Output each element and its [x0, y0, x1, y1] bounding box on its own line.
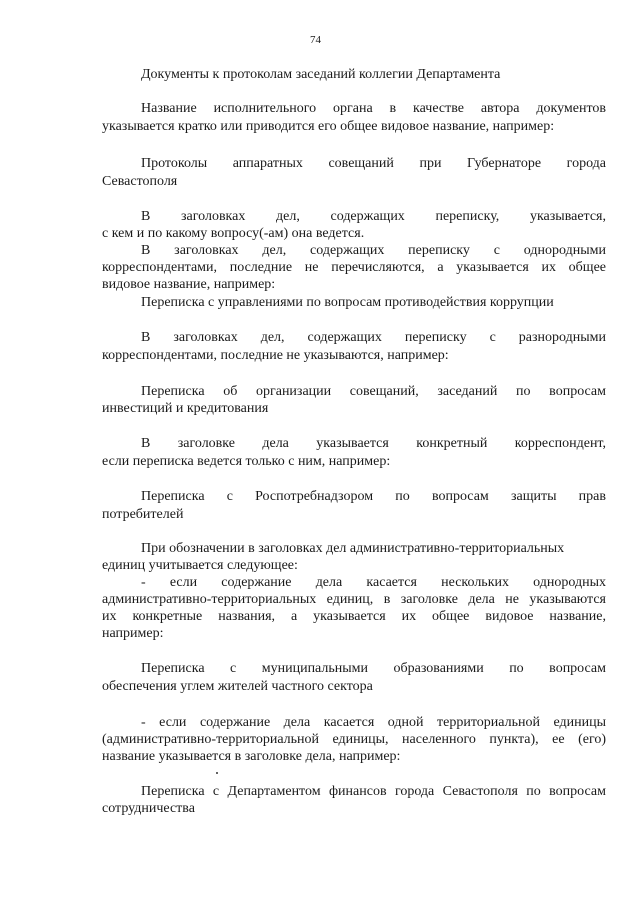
example-line: инвестиций и кредитования	[102, 401, 269, 416]
text-line: указывается кратко или приводится его общее видовое название, например:	[102, 119, 555, 134]
example-line: Переписка с Роспотребнадзором по вопросам защиты прав	[141, 489, 606, 504]
example-line: Переписка с муниципальными образованиями по вопросам	[141, 661, 606, 676]
text-line: В заголовках дел, содержащих переписку, указывается,	[141, 209, 606, 224]
example-line: потребителей	[102, 507, 184, 522]
example-line: сотрудничества	[102, 801, 195, 816]
stray-dot	[216, 772, 218, 774]
text-line: При обозначении в заголовках дел административно-территориальных	[141, 541, 565, 556]
text-line: корреспондентами, последние не перечисляются, а указывается их общее	[102, 260, 606, 275]
text-line: корреспондентами, последние не указываются, например:	[102, 348, 449, 363]
example-line: Переписка об организации совещаний, заседаний по вопросам	[141, 384, 606, 399]
text-line: например:	[102, 626, 164, 641]
text-line: В заголовке дела указывается конкретный корреспондент,	[141, 436, 606, 451]
section-heading: Документы к протоколам заседаний коллегии Департамента	[141, 67, 501, 82]
text-line: - если содержание дела касается одной территориальной единицы	[141, 715, 606, 730]
example-line: Севастополя	[102, 174, 178, 189]
text-line: В заголовках дел, содержащих переписку с однородными	[141, 243, 606, 258]
example-line: обеспечения углем жителей частного сектора	[102, 679, 373, 694]
text-line: с кем и по какому вопросу(-ам) она ведется.	[102, 226, 365, 241]
example-line: Протоколы аппаратных совещаний при Губернаторе города	[141, 156, 606, 171]
text-line: - если содержание дела касается нескольких однородных	[141, 575, 606, 590]
text-line: единиц учитывается следующее:	[102, 558, 298, 573]
example-line: Переписка с Департаментом финансов города Севастополя по вопросам	[141, 784, 606, 799]
text-line: название указывается в заголовке дела, например:	[102, 749, 401, 764]
text-line: (административно-территориальной единицы, населенного пункта), ее (его)	[102, 732, 606, 747]
text-line: административно-территориальных единиц, в заголовке дела не указываются	[102, 592, 606, 607]
text-line: видовое название, например:	[102, 277, 276, 292]
text-line: если переписка ведется только с ним, например:	[102, 454, 391, 469]
text-line: их конкретные названия, а указывается их общее видовое название,	[102, 609, 606, 624]
page-number: 74	[310, 34, 321, 46]
text-line: В заголовках дел, содержащих переписку с разнородными	[141, 330, 606, 345]
example-line: Переписка с управлениями по вопросам противодействия коррупции	[141, 295, 554, 310]
text-line: Название исполнительного органа в качестве автора документов	[141, 101, 606, 116]
